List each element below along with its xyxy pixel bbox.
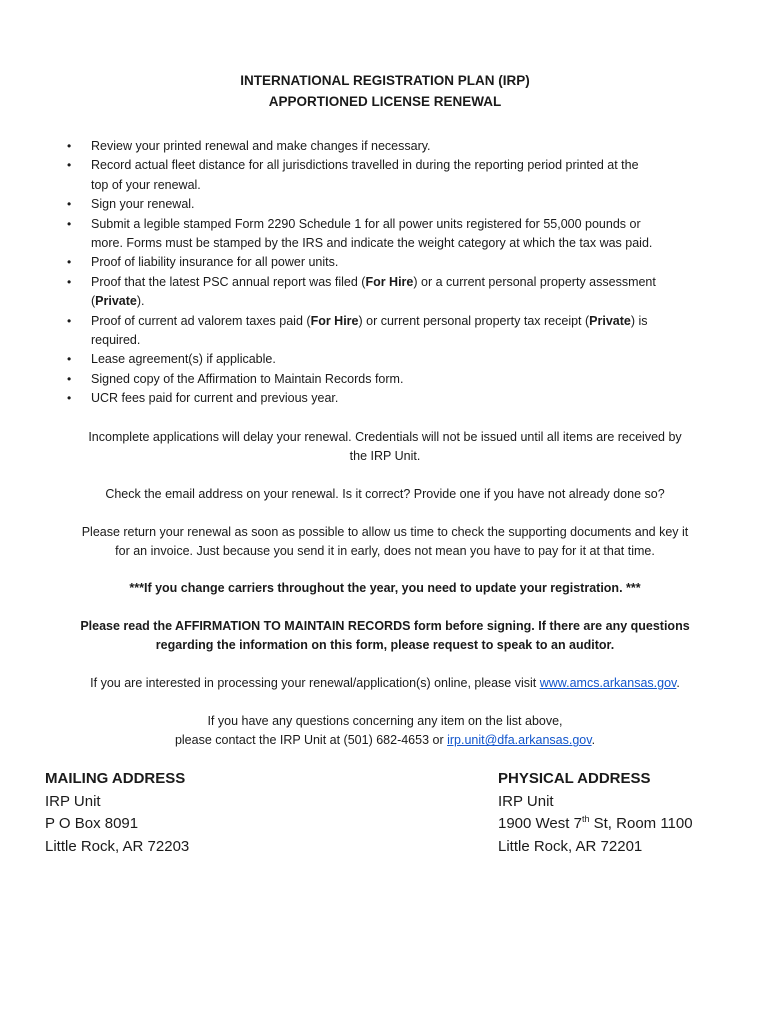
amcs-website-link[interactable]: www.amcs.arkansas.gov [539, 676, 677, 690]
mailing-line-2: P O Box 8091 [45, 815, 139, 832]
list-item: • Proof of current ad valorem taxes paid (For Hire) or current personal property tax receipt (Private) is required. [67, 313, 648, 348]
email-notice: Check the email address on your renewal. Is it correct? Provide one if you have not already done so? [105, 487, 665, 501]
bullet-icon: • [67, 371, 72, 386]
physical-address-heading: PHYSICAL ADDRESS [498, 770, 651, 787]
physical-line-2: 1900 West 7th St, Room 1100 [498, 814, 693, 832]
title-line-1: INTERNATIONAL REGISTRATION PLAN (IRP) [240, 73, 530, 88]
physical-line-1: IRP Unit [498, 792, 554, 810]
incomplete-notice: Incomplete applications will delay your renewal. Credentials will not be issued until all items are received by the IRP Unit. [88, 430, 682, 464]
list-item: • Submit a legible stamped Form 2290 Schedule 1 for all power units registered for 55,000 pounds or more. Forms must be stamped by the IRS and indicate the weight category at which the tax was paid. [67, 216, 653, 251]
bullet-icon: • [67, 255, 72, 270]
affirmation-notice: Please read the AFFIRMATION TO MAINTAIN RECORDS form before signing. If there are any questions regarding the information on this form, please request to speak to an auditor. [80, 619, 690, 653]
physical-address [498, 768, 693, 858]
list-item: • Record actual fleet distance for all jurisdictions travelled in during the reporting period printed at the top of your renewal. [67, 158, 639, 192]
list-item: • Proof of liability insurance for all power units. [66, 253, 718, 272]
mailing-address-heading: MAILING ADDRESS [45, 770, 186, 787]
irp-email-link[interactable]: irp.unit@dfa.arkansas.gov [447, 733, 592, 748]
bullet-icon: • [67, 313, 72, 328]
return-notice: Please return your renewal as soon as possible to allow us time to check the supporting documents and key it for an invoice. Just because you send it in early, does not mean you have to pay for it at that time. [81, 525, 689, 559]
list-item: • Sign your renewal. [66, 195, 718, 214]
physical-line-3: Little Rock, AR 72201 [498, 837, 643, 855]
title-line-2: APPORTIONED LICENSE RENEWAL [268, 94, 502, 109]
list-item: • Proof that the latest PSC annual report was filed (For Hire) or a current personal property assessment (Private). [67, 274, 656, 309]
list-item: • Lease agreement(s) if applicable. [66, 350, 718, 369]
bullet-icon: • [67, 197, 72, 212]
bullet-icon: • [67, 158, 72, 173]
bullet-icon: • [67, 139, 72, 153]
requirements-list [66, 137, 718, 409]
mailing-address [45, 768, 189, 858]
document-title [0, 70, 770, 112]
contact-notice: If you have any questions concerning any item on the list above, please contact the IRP Unit at (501) 682-4653 or irp.unit@dfa.arkansas.gov. [174, 714, 596, 748]
list-item: • Signed copy of the Affirmation to Maintain Records form. [66, 370, 718, 389]
bullet-icon: • [67, 216, 72, 231]
bullet-icon: • [67, 391, 72, 406]
list-item: • UCR fees paid for current and previous year. [66, 389, 718, 408]
mailing-line-3: Little Rock, AR 72203 [45, 837, 190, 855]
list-item: • Review your printed renewal and make changes if necessary. [66, 137, 718, 156]
mailing-line-1: IRP Unit [45, 792, 101, 810]
carrier-change-notice: ***If you change carriers throughout the year, you need to update your registration. *** [129, 581, 641, 595]
bullet-icon: • [67, 352, 72, 367]
bullet-icon: • [67, 274, 72, 289]
online-notice: If you are interested in processing your renewal/application(s) online, please visit www.amcs.arkansas.gov. [90, 676, 680, 690]
